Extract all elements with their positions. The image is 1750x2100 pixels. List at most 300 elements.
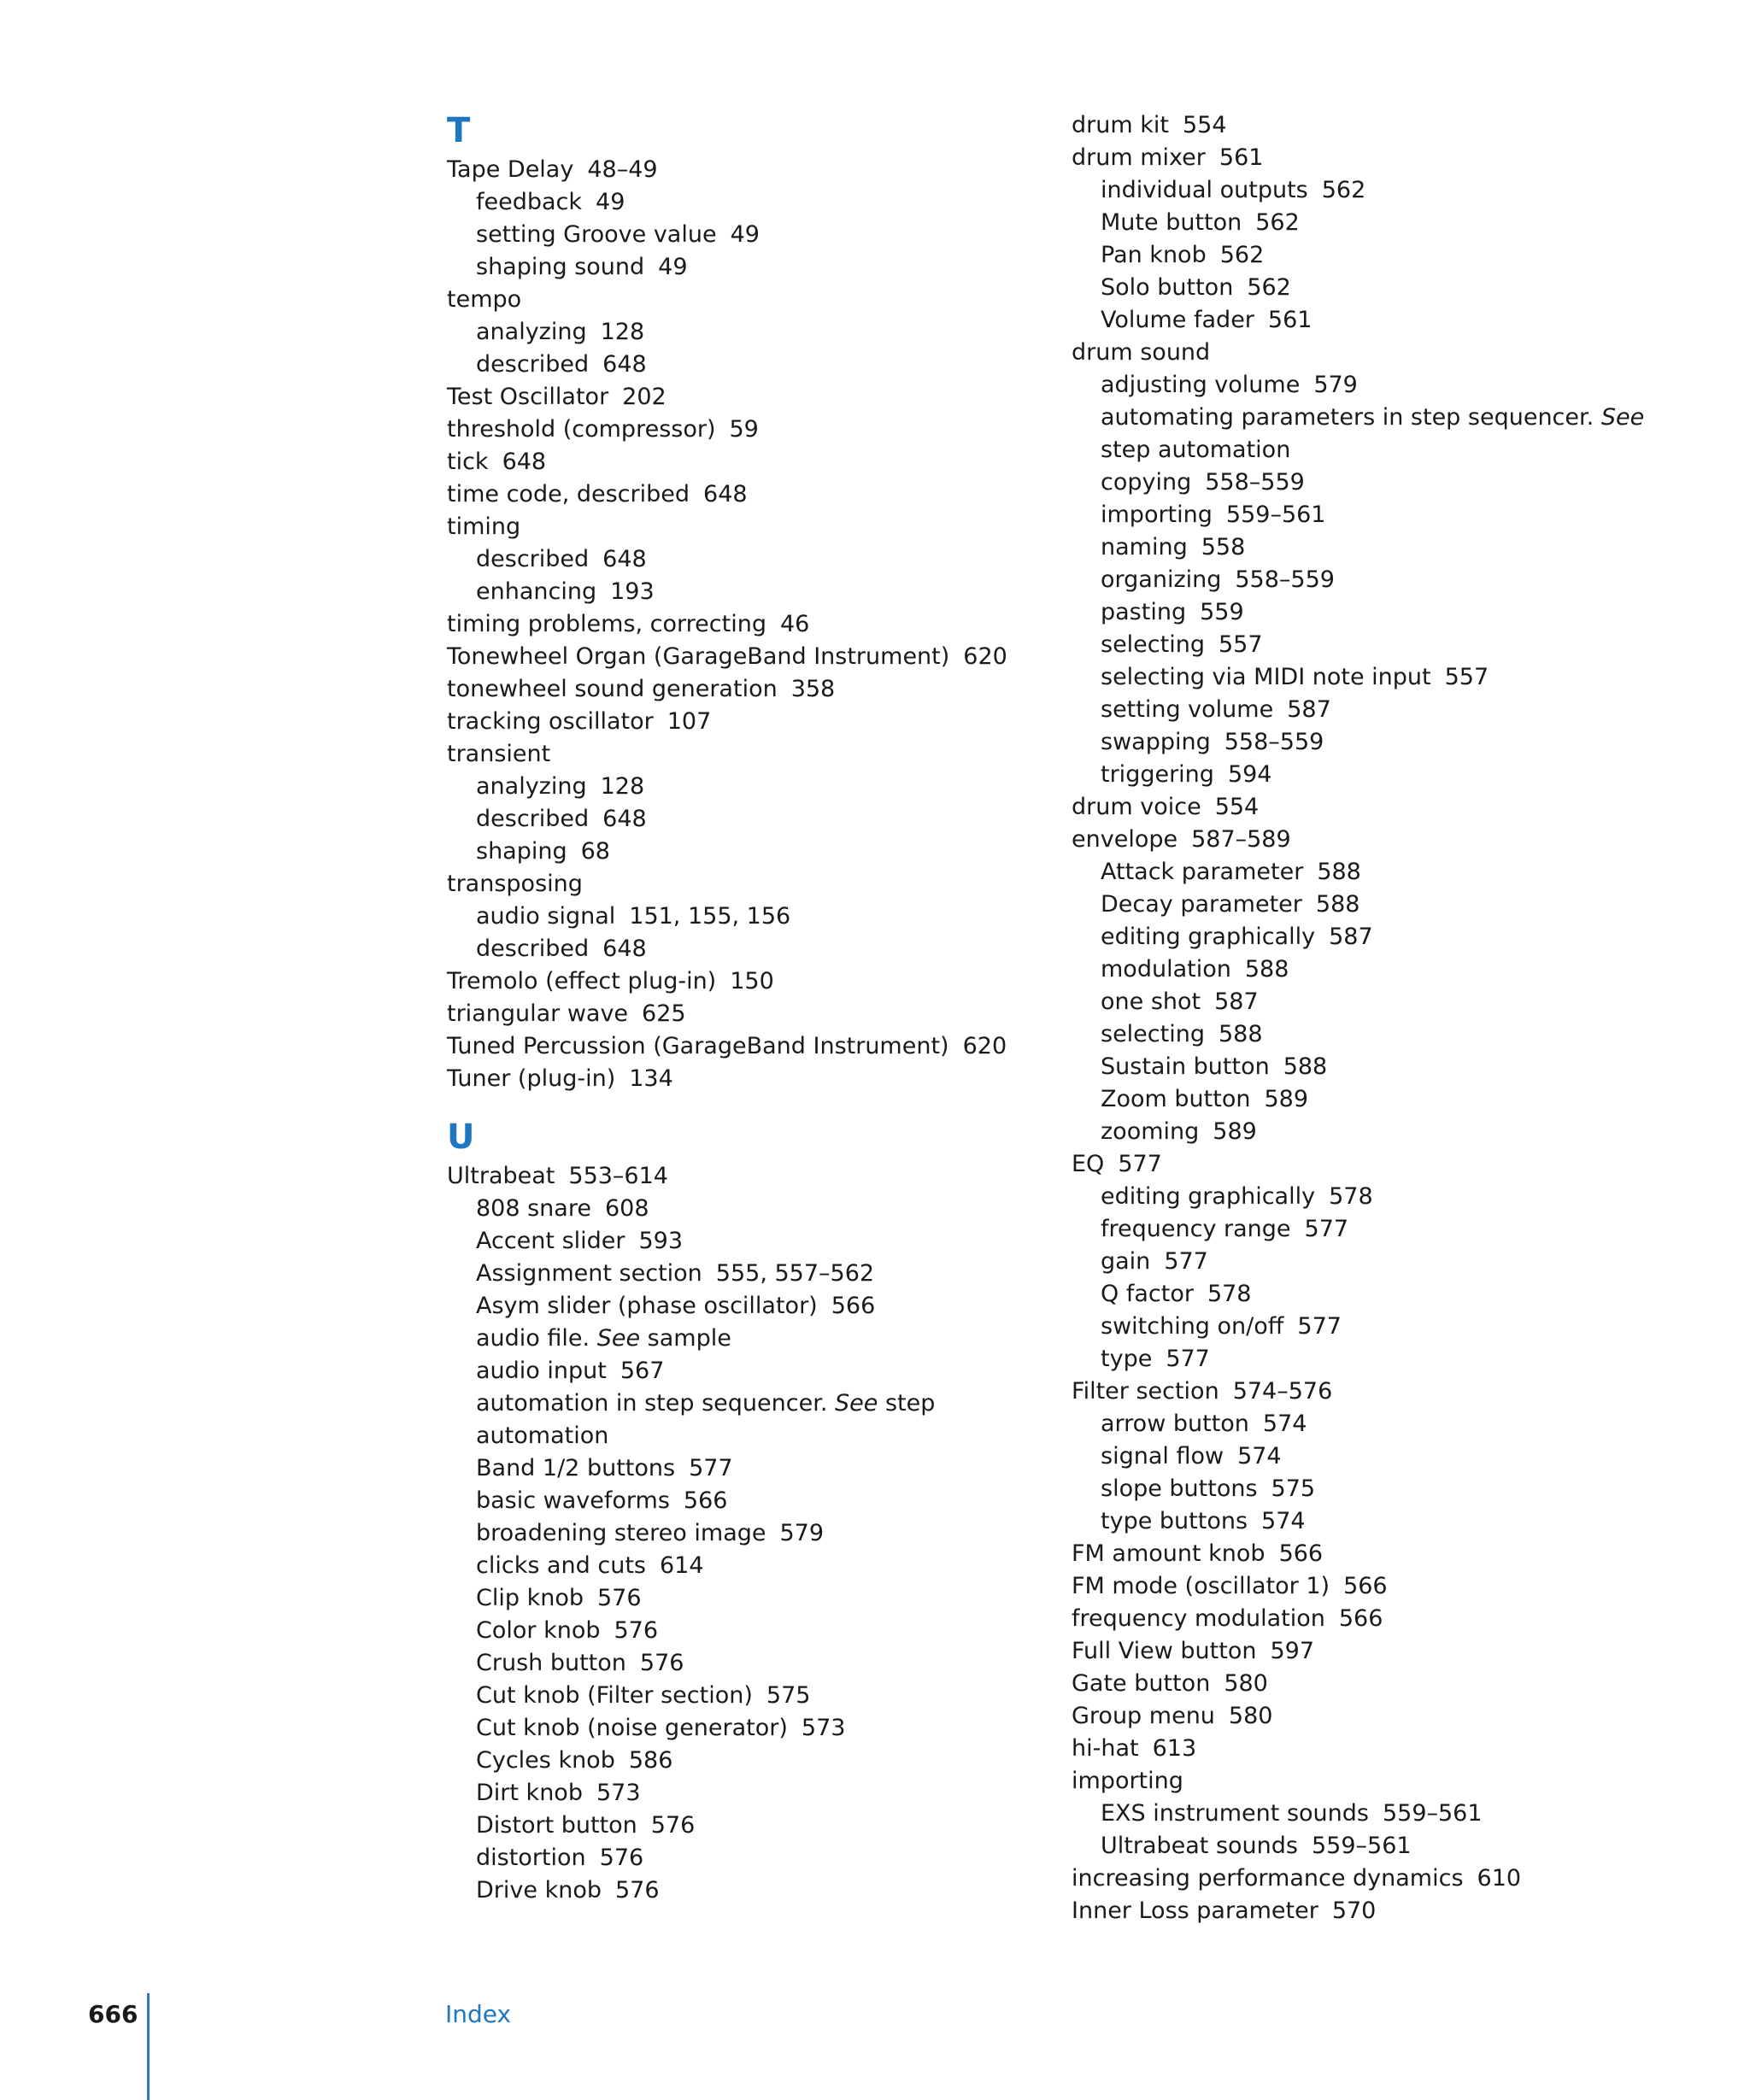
index-column-left (447, 108, 1007, 1907)
index-page-refs: 134 (629, 1065, 673, 1092)
index-entry (447, 738, 994, 771)
index-term: swapping (1101, 729, 1211, 755)
index-subentry (447, 803, 994, 836)
index-entry (447, 868, 994, 900)
index-subentry (1072, 1311, 1738, 1343)
index-entry (447, 154, 994, 186)
index-term: 808 snare (476, 1195, 591, 1222)
index-subentry (1072, 1083, 1738, 1116)
index-page-refs: 562 (1321, 177, 1366, 203)
index-page-refs: 648 (502, 449, 547, 475)
index-term: triggering (1101, 761, 1214, 788)
index-page-refs: 610 (1477, 1865, 1522, 1892)
index-subentry (447, 349, 994, 381)
index-term: editing graphically (1101, 1183, 1316, 1210)
index-subentry (1072, 1343, 1738, 1376)
index-term: one shot (1101, 988, 1201, 1015)
index-term: automation (476, 1422, 609, 1449)
index-page-refs: 578 (1329, 1183, 1373, 1210)
index-term: Dirt knob (476, 1780, 583, 1806)
index-page-refs: 576 (596, 1585, 642, 1611)
index-term: Accent slider (476, 1228, 625, 1254)
index-subentry (447, 1615, 994, 1647)
index-term: naming (1101, 534, 1188, 560)
index-term: Cut knob (Filter section) (476, 1682, 753, 1709)
index-subentry (1072, 207, 1738, 239)
index-page-refs: 577 (1297, 1313, 1342, 1340)
footer-section-title: Index (445, 2000, 512, 2028)
index-page-refs: 594 (1227, 761, 1272, 788)
index-page-refs: 59 (729, 416, 759, 443)
index-subentry (1072, 921, 1738, 953)
index-term: slope buttons (1101, 1475, 1258, 1502)
index-term: threshold (compressor) (447, 416, 716, 443)
index-page-refs: 587–589 (1191, 826, 1291, 853)
index-subentry (447, 1323, 994, 1355)
index-page-refs: 358 (790, 676, 836, 702)
index-term: basic waveforms (476, 1487, 670, 1514)
index-subentry (1072, 1798, 1738, 1830)
index-term: described (476, 936, 590, 962)
index-term: editing graphically (1101, 924, 1316, 950)
index-term: Decay parameter (1101, 891, 1302, 918)
index-page-refs: 588 (1244, 956, 1289, 983)
index-entry (1072, 1765, 1738, 1798)
index-subentry (447, 1712, 994, 1745)
index-subentry (447, 771, 994, 803)
index-term: Sustain button (1101, 1053, 1270, 1080)
index-entry (447, 998, 994, 1030)
index-subentry (1072, 272, 1738, 304)
index-page-refs: 554 (1182, 112, 1227, 138)
index-subentry (447, 576, 994, 608)
index-subentry (447, 1290, 994, 1323)
index-page-refs: 558–559 (1235, 566, 1335, 593)
index-term: organizing (1101, 566, 1222, 593)
index-term: Mute button (1101, 209, 1242, 236)
index-term: zooming (1101, 1118, 1200, 1145)
index-letter-heading: T (447, 111, 471, 150)
index-page-refs: 558 (1201, 534, 1246, 560)
index-entry (447, 706, 994, 738)
index-term: audio signal (476, 903, 616, 930)
index-term: tick (447, 449, 489, 475)
index-page-refs: 566 (1343, 1573, 1388, 1599)
index-page-refs: 648 (602, 806, 647, 832)
index-entry (1072, 1895, 1738, 1927)
index-term: described (476, 806, 590, 832)
index-term: Ultrabeat (447, 1163, 555, 1189)
index-term: Pan knob (1101, 242, 1207, 268)
index-page-refs: 151, 155, 156 (629, 903, 791, 930)
index-subentry (1072, 304, 1738, 337)
index-term: Inner Loss parameter (1072, 1898, 1318, 1924)
index-page-refs: 579 (779, 1520, 825, 1546)
index-page-refs: 589 (1213, 1118, 1257, 1145)
index-subentry (1072, 531, 1738, 564)
index-term: Solo button (1101, 274, 1234, 301)
index-term: Cycles knob (476, 1747, 615, 1774)
index-term: Volume fader (1101, 307, 1254, 333)
index-subentry (1072, 694, 1738, 726)
index-subentry (1072, 434, 1738, 466)
index-page-refs: 577 (1164, 1248, 1208, 1275)
index-page-refs: 574–576 (1232, 1378, 1333, 1405)
index-entry (447, 511, 994, 543)
index-page-refs: 562 (1247, 274, 1291, 301)
index-subentry (447, 1225, 994, 1258)
index-page-refs: 49 (658, 254, 688, 280)
index-entry (447, 673, 994, 706)
see-reference-target: sample (647, 1325, 731, 1352)
index-term: step automation (1101, 437, 1291, 463)
index-term: Clip knob (476, 1585, 584, 1611)
index-page-refs: 614 (659, 1552, 704, 1579)
index-term: pasting (1101, 599, 1187, 625)
index-subentry (447, 1777, 994, 1810)
index-entry (447, 284, 994, 316)
index-page-refs: 128 (600, 319, 645, 345)
index-subentry (447, 1582, 994, 1615)
index-term: type (1101, 1346, 1153, 1372)
index-page-refs: 574 (1237, 1443, 1282, 1469)
index-term: enhancing (476, 578, 597, 605)
index-subentry (1072, 239, 1738, 272)
index-subentry (1072, 1051, 1738, 1083)
index-term: automating parameters in step sequencer. (1101, 404, 1594, 431)
index-page-refs: 648 (602, 936, 647, 962)
index-term: selecting (1101, 1021, 1205, 1047)
index-subentry (1072, 1440, 1738, 1473)
index-term: Tremolo (effect plug-in) (447, 968, 717, 994)
index-page-refs: 559–561 (1382, 1800, 1483, 1827)
footer-divider (147, 1993, 150, 2100)
index-page-refs: 573 (801, 1715, 846, 1741)
index-subentry (447, 219, 994, 251)
index-subentry (1072, 986, 1738, 1018)
index-entry (1072, 1603, 1738, 1635)
index-entry (447, 1030, 1007, 1063)
index-term: drum voice (1072, 794, 1201, 820)
index-page-refs: 586 (628, 1747, 673, 1774)
index-page-refs: 553–614 (568, 1163, 668, 1189)
index-term: setting volume (1101, 696, 1274, 723)
index-page-refs: 589 (1264, 1086, 1309, 1112)
index-subentry (1072, 596, 1738, 629)
index-page-refs: 575 (766, 1682, 811, 1709)
page-number: 666 (88, 2000, 138, 2028)
index-page-refs: 620 (962, 1033, 1007, 1059)
index-page-refs: 562 (1219, 242, 1265, 268)
index-entry (447, 478, 994, 511)
index-term: audio input (476, 1358, 607, 1384)
index-term: automation in step sequencer. (476, 1390, 828, 1417)
index-entry (1072, 1862, 1738, 1895)
index-term: Drive knob (476, 1877, 602, 1903)
index-term: Group menu (1072, 1703, 1215, 1729)
index-term: shaping sound (476, 254, 645, 280)
index-page-refs: 68 (580, 838, 610, 865)
index-page-refs: 576 (614, 1877, 660, 1903)
index-term: distortion (476, 1845, 586, 1871)
index-term: importing (1101, 502, 1213, 528)
see-reference-label: See (1600, 404, 1645, 431)
index-term: described (476, 351, 590, 378)
index-term: feedback (476, 189, 583, 215)
index-subentry (447, 251, 994, 284)
index-subentry (447, 1647, 994, 1680)
index-term: Color knob (476, 1617, 601, 1644)
index-term: time code, described (447, 481, 690, 507)
index-subentry (1072, 1278, 1738, 1311)
index-subentry (1072, 499, 1738, 531)
index-term: adjusting volume (1101, 372, 1301, 398)
index-term: drum sound (1072, 339, 1211, 366)
index-subentry (447, 836, 994, 868)
index-page-refs: 558–559 (1224, 729, 1324, 755)
index-subentry (1072, 174, 1738, 207)
index-subentry (1072, 661, 1738, 694)
index-term: Attack parameter (1101, 859, 1304, 885)
index-term: envelope (1072, 826, 1178, 853)
index-term: shaping (476, 838, 567, 865)
index-subentry (447, 1517, 994, 1550)
index-subentry (447, 900, 994, 933)
index-term: timing (447, 513, 521, 540)
index-term: copying (1101, 469, 1192, 496)
index-entry (447, 641, 1007, 673)
see-reference-label: See (596, 1325, 641, 1352)
index-page-refs: 580 (1224, 1670, 1268, 1697)
index-term: Full View button (1072, 1638, 1257, 1664)
index-subentry (447, 1842, 994, 1874)
index-page-refs: 576 (599, 1845, 644, 1871)
index-term: clicks and cuts (476, 1552, 646, 1579)
index-page-refs: 588 (1283, 1053, 1328, 1080)
index-entry (1072, 1733, 1738, 1765)
index-entry (447, 414, 994, 446)
index-subentry (447, 1874, 994, 1907)
index-page-refs: 588 (1315, 891, 1360, 918)
index-term: frequency modulation (1072, 1605, 1325, 1632)
index-page-refs: 566 (683, 1487, 728, 1514)
index-subentry (1072, 1213, 1738, 1246)
index-entry (1072, 1148, 1738, 1181)
index-page-refs: 593 (638, 1228, 684, 1254)
index-entry (1072, 337, 1738, 369)
index-term: selecting (1101, 631, 1205, 658)
index-page-refs: 648 (703, 481, 748, 507)
index-term: Filter section (1072, 1378, 1219, 1405)
index-subentry (1072, 1246, 1738, 1278)
index-page-refs: 620 (963, 643, 1007, 670)
index-subentry (447, 1355, 994, 1387)
index-page-refs: 588 (1317, 859, 1361, 885)
index-page-refs: 613 (1152, 1735, 1197, 1762)
index-page-refs: 575 (1271, 1475, 1316, 1502)
index-entry (447, 965, 994, 998)
index-page-refs: 193 (610, 578, 655, 605)
see-reference-target: step (884, 1390, 936, 1417)
index-page-refs: 46 (779, 611, 810, 637)
index-subentry (1072, 1181, 1738, 1213)
index-term: hi-hat (1072, 1735, 1139, 1762)
index-subentry (1072, 726, 1738, 759)
index-page-refs: 559 (1200, 599, 1244, 625)
index-page-refs: 570 (1331, 1898, 1377, 1924)
index-subentry (447, 1810, 994, 1842)
index-subentry (1072, 889, 1738, 921)
index-term: FM amount knob (1072, 1540, 1266, 1567)
index-page-refs: 648 (602, 546, 647, 572)
index-subentry (447, 543, 994, 576)
index-term: setting Groove value (476, 221, 717, 248)
index-page-refs: 578 (1207, 1281, 1252, 1307)
index-page-refs: 580 (1228, 1703, 1273, 1729)
index-page-refs: 561 (1219, 144, 1264, 171)
index-term: broadening stereo image (476, 1520, 766, 1546)
index-subentry (447, 1745, 994, 1777)
index-page-refs: 579 (1313, 372, 1358, 398)
index-term: arrow button (1101, 1411, 1249, 1437)
index-term: described (476, 546, 590, 572)
index-term: Q factor (1101, 1281, 1194, 1307)
index-term: transient (447, 741, 551, 767)
index-term: drum mixer (1072, 144, 1206, 171)
index-page-refs: 559–561 (1311, 1833, 1412, 1859)
index-term: individual outputs (1101, 177, 1308, 203)
index-page-refs: 150 (730, 968, 774, 994)
index-page-refs: 608 (604, 1195, 649, 1222)
index-subentry (447, 186, 994, 219)
index-subentry (447, 316, 994, 349)
index-letter-heading: U (447, 1117, 475, 1157)
index-term: drum kit (1072, 112, 1169, 138)
index-term: signal flow (1101, 1443, 1224, 1469)
index-subentry (1072, 1116, 1738, 1148)
index-page-refs: 557 (1444, 664, 1489, 690)
index-term: Tuner (plug-in) (447, 1065, 616, 1092)
index-page-refs: 566 (831, 1293, 876, 1319)
index-subentry (447, 1485, 994, 1517)
index-entry (1072, 1376, 1738, 1408)
index-page-refs: 567 (620, 1358, 665, 1384)
index-subentry (1072, 629, 1738, 661)
index-subentry (1072, 1505, 1738, 1538)
index-entry (1072, 142, 1738, 174)
index-page-refs: 559–561 (1225, 502, 1326, 528)
index-entry (447, 446, 994, 478)
index-subentry (1072, 759, 1738, 791)
index-term: Tape Delay (447, 156, 574, 183)
index-page-refs: 566 (1278, 1540, 1324, 1567)
index-entry (447, 608, 994, 641)
index-page-refs: 128 (600, 773, 645, 800)
index-term: tracking oscillator (447, 708, 654, 735)
index-page-refs: 48–49 (587, 156, 658, 183)
index-page-refs: 576 (614, 1617, 659, 1644)
index-term: importing (1072, 1768, 1183, 1794)
index-page-refs: 577 (689, 1455, 733, 1481)
index-page-refs: 558–559 (1205, 469, 1305, 496)
index-term: Asym slider (phase oscillator) (476, 1293, 818, 1319)
index-page-refs: 557 (1218, 631, 1263, 658)
index-entry (1072, 791, 1738, 824)
index-subentry (1072, 1408, 1738, 1440)
index-term: Zoom button (1101, 1086, 1251, 1112)
index-page-refs: 561 (1267, 307, 1312, 333)
index-page-refs: 107 (667, 708, 712, 735)
index-term: Crush button (476, 1650, 626, 1676)
index-subentry (1072, 1473, 1738, 1505)
index-page-refs: 648 (602, 351, 647, 378)
index-page-refs: 577 (1118, 1151, 1162, 1177)
index-entry (1072, 824, 1738, 856)
index-term: Tuned Percussion (GarageBand Instrument) (447, 1033, 949, 1059)
index-entry (1072, 1635, 1738, 1668)
index-page-refs: 49 (596, 189, 625, 215)
index-term: transposing (447, 871, 583, 897)
index-subentry (1072, 953, 1738, 986)
index-page-refs: 555, 557–562 (715, 1260, 875, 1287)
index-column-right (1072, 109, 1738, 1927)
index-subentry (447, 1387, 994, 1420)
index-term: Tonewheel Organ (GarageBand Instrument) (447, 643, 950, 670)
index-term: Gate button (1072, 1670, 1211, 1697)
index-term: Distort button (476, 1812, 637, 1839)
index-term: audio file. (476, 1325, 590, 1352)
index-subentry (447, 1258, 994, 1290)
index-term: timing problems, correcting (447, 611, 766, 637)
index-entry (447, 1160, 994, 1193)
index-page-refs: 562 (1255, 209, 1300, 236)
index-entry (447, 1063, 994, 1095)
index-subentry (1072, 402, 1738, 434)
index-page-refs: 49 (730, 221, 760, 248)
index-term: frequency range (1101, 1216, 1291, 1242)
index-subentry (1072, 564, 1738, 596)
index-term: Ultrabeat sounds (1101, 1833, 1298, 1859)
index-term: FM mode (oscillator 1) (1072, 1573, 1330, 1599)
index-term: EXS instrument sounds (1101, 1800, 1369, 1827)
index-term: selecting via MIDI note input (1101, 664, 1431, 690)
index-term: EQ (1072, 1151, 1105, 1177)
index-page-refs: 577 (1166, 1346, 1210, 1372)
index-subentry (447, 933, 994, 965)
index-page-refs: 597 (1270, 1638, 1315, 1664)
index-page-refs: 588 (1218, 1021, 1263, 1047)
index-term: switching on/off (1101, 1313, 1284, 1340)
index-term: analyzing (476, 773, 587, 800)
index-entry (1072, 1538, 1738, 1570)
index-term: Cut knob (noise generator) (476, 1715, 788, 1741)
index-subentry (447, 1452, 994, 1485)
index-entry (1072, 1700, 1738, 1733)
index-term: modulation (1101, 956, 1231, 983)
index-page-refs: 574 (1261, 1508, 1306, 1534)
index-page-refs: 554 (1214, 794, 1260, 820)
index-term: tempo (447, 286, 522, 313)
index-term: triangular wave (447, 1000, 629, 1027)
index-term: Band 1/2 buttons (476, 1455, 676, 1481)
index-page-refs: 587 (1329, 924, 1373, 950)
index-subentry (447, 1193, 994, 1225)
index-subentry (1072, 1830, 1738, 1862)
index-subentry (447, 1680, 994, 1712)
index-term: tonewheel sound generation (447, 676, 778, 702)
index-subentry (447, 1550, 994, 1582)
index-term: type buttons (1101, 1508, 1248, 1534)
